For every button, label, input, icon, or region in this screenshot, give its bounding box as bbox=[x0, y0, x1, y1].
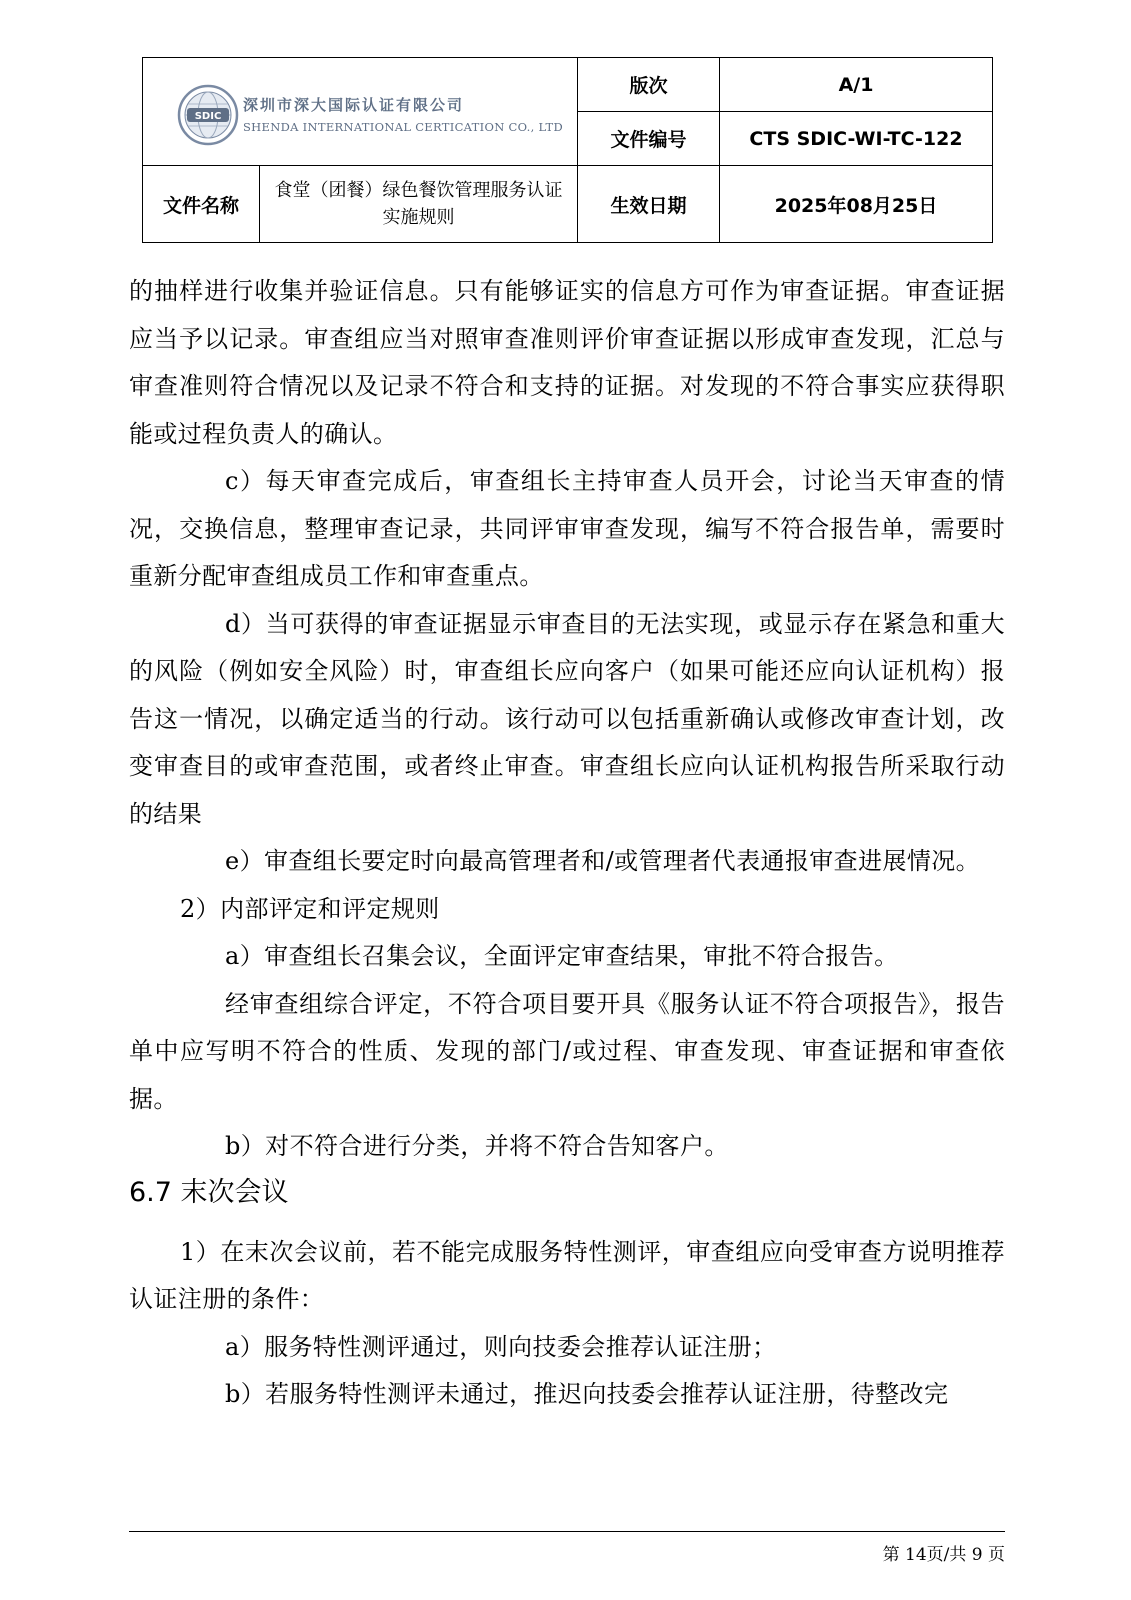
doc-name-label: 文件名称 bbox=[143, 166, 260, 243]
doc-number-value: CTS SDIC-WI-TC-122 bbox=[720, 112, 993, 166]
company-name-en: SHENDA INTERNATIONAL CERTICATION CO., LTD bbox=[243, 120, 564, 134]
company-name-cn: 深圳市深大国际认证有限公司 bbox=[243, 96, 465, 114]
company-logo bbox=[177, 84, 564, 146]
effective-date-value: 2025年08月25日 bbox=[720, 166, 993, 243]
footer-divider bbox=[129, 1531, 1005, 1532]
company-emblem-icon bbox=[177, 84, 239, 146]
document-header-table bbox=[142, 57, 993, 243]
logo-text: SDIC bbox=[194, 111, 222, 122]
paragraph: c）每天审查完成后，审查组长主持审查人员开会，讨论当天审查的情况，交换信息，整理审查记录，共同评审审查发现，编写不符合报告单，需要时重新分配审查组成员工作和审查重点。 bbox=[129, 467, 1005, 590]
paragraph: b）若服务特性测评未通过，推迟向技委会推荐认证注册，待整改完 bbox=[225, 1380, 949, 1408]
paragraph: 2）内部评定和评定规则 bbox=[180, 894, 440, 923]
doc-number-label: 文件编号 bbox=[578, 112, 720, 166]
document-body bbox=[129, 268, 1005, 1419]
doc-name-value: 食堂（团餐）绿色餐饮管理服务认证实施规则 bbox=[260, 166, 578, 243]
effective-date-label: 生效日期 bbox=[578, 166, 720, 243]
paragraph: 经审查组综合评定，不符合项目要开具《服务认证不符合项报告》，报告单中应写明不符合的性质、发现的部门/或过程、审查发现、审查证据和审查依据。 bbox=[129, 989, 1005, 1113]
page-number: 第 14页/共 9 页 bbox=[882, 1545, 1005, 1565]
version-value: A/1 bbox=[720, 58, 993, 112]
version-label: 版次 bbox=[578, 58, 720, 112]
paragraph: 的抽样进行收集并验证信息。只有能够证实的信息方可作为审查证据。审查证据应当予以记录。审查组应当对照审查准则评价审查证据以形成审查发现，汇总与审查准则符合情况以及记录不符合和支持的证据。对发现的不符合事实应获得职能或过程负责人的确认。 bbox=[129, 277, 1005, 448]
section-heading: 6.7 末次会议 bbox=[129, 1176, 289, 1208]
company-logo-cell bbox=[143, 58, 578, 166]
paragraph: b）对不符合进行分类，并将不符合告知客户。 bbox=[225, 1132, 729, 1160]
paragraph: d）当可获得的审查证据显示审查目的无法实现，或显示存在紧急和重大的风险（例如安全风险）时，审查组长应向客户（如果可能还应向认证机构）报告这一情况，以确定适当的行动。该行动可以包括重新确认或修改审查计划，改变审查目的或审查范围，或者终止审查。审查组长应向认证机构报告所采取行动的结果 bbox=[129, 609, 1005, 828]
paragraph: 1）在末次会议前，若不能完成服务特性测评，审查组应向受审查方说明推荐认证注册的条件： bbox=[129, 1237, 1005, 1313]
paragraph: e）审查组长要定时向最高管理者和/或管理者代表通报审查进展情况。 bbox=[225, 847, 981, 875]
paragraph: a）服务特性测评通过，则向技委会推荐认证注册； bbox=[225, 1332, 777, 1361]
paragraph: a）审查组长召集会议，全面评定审查结果，审批不符合报告。 bbox=[225, 942, 899, 970]
